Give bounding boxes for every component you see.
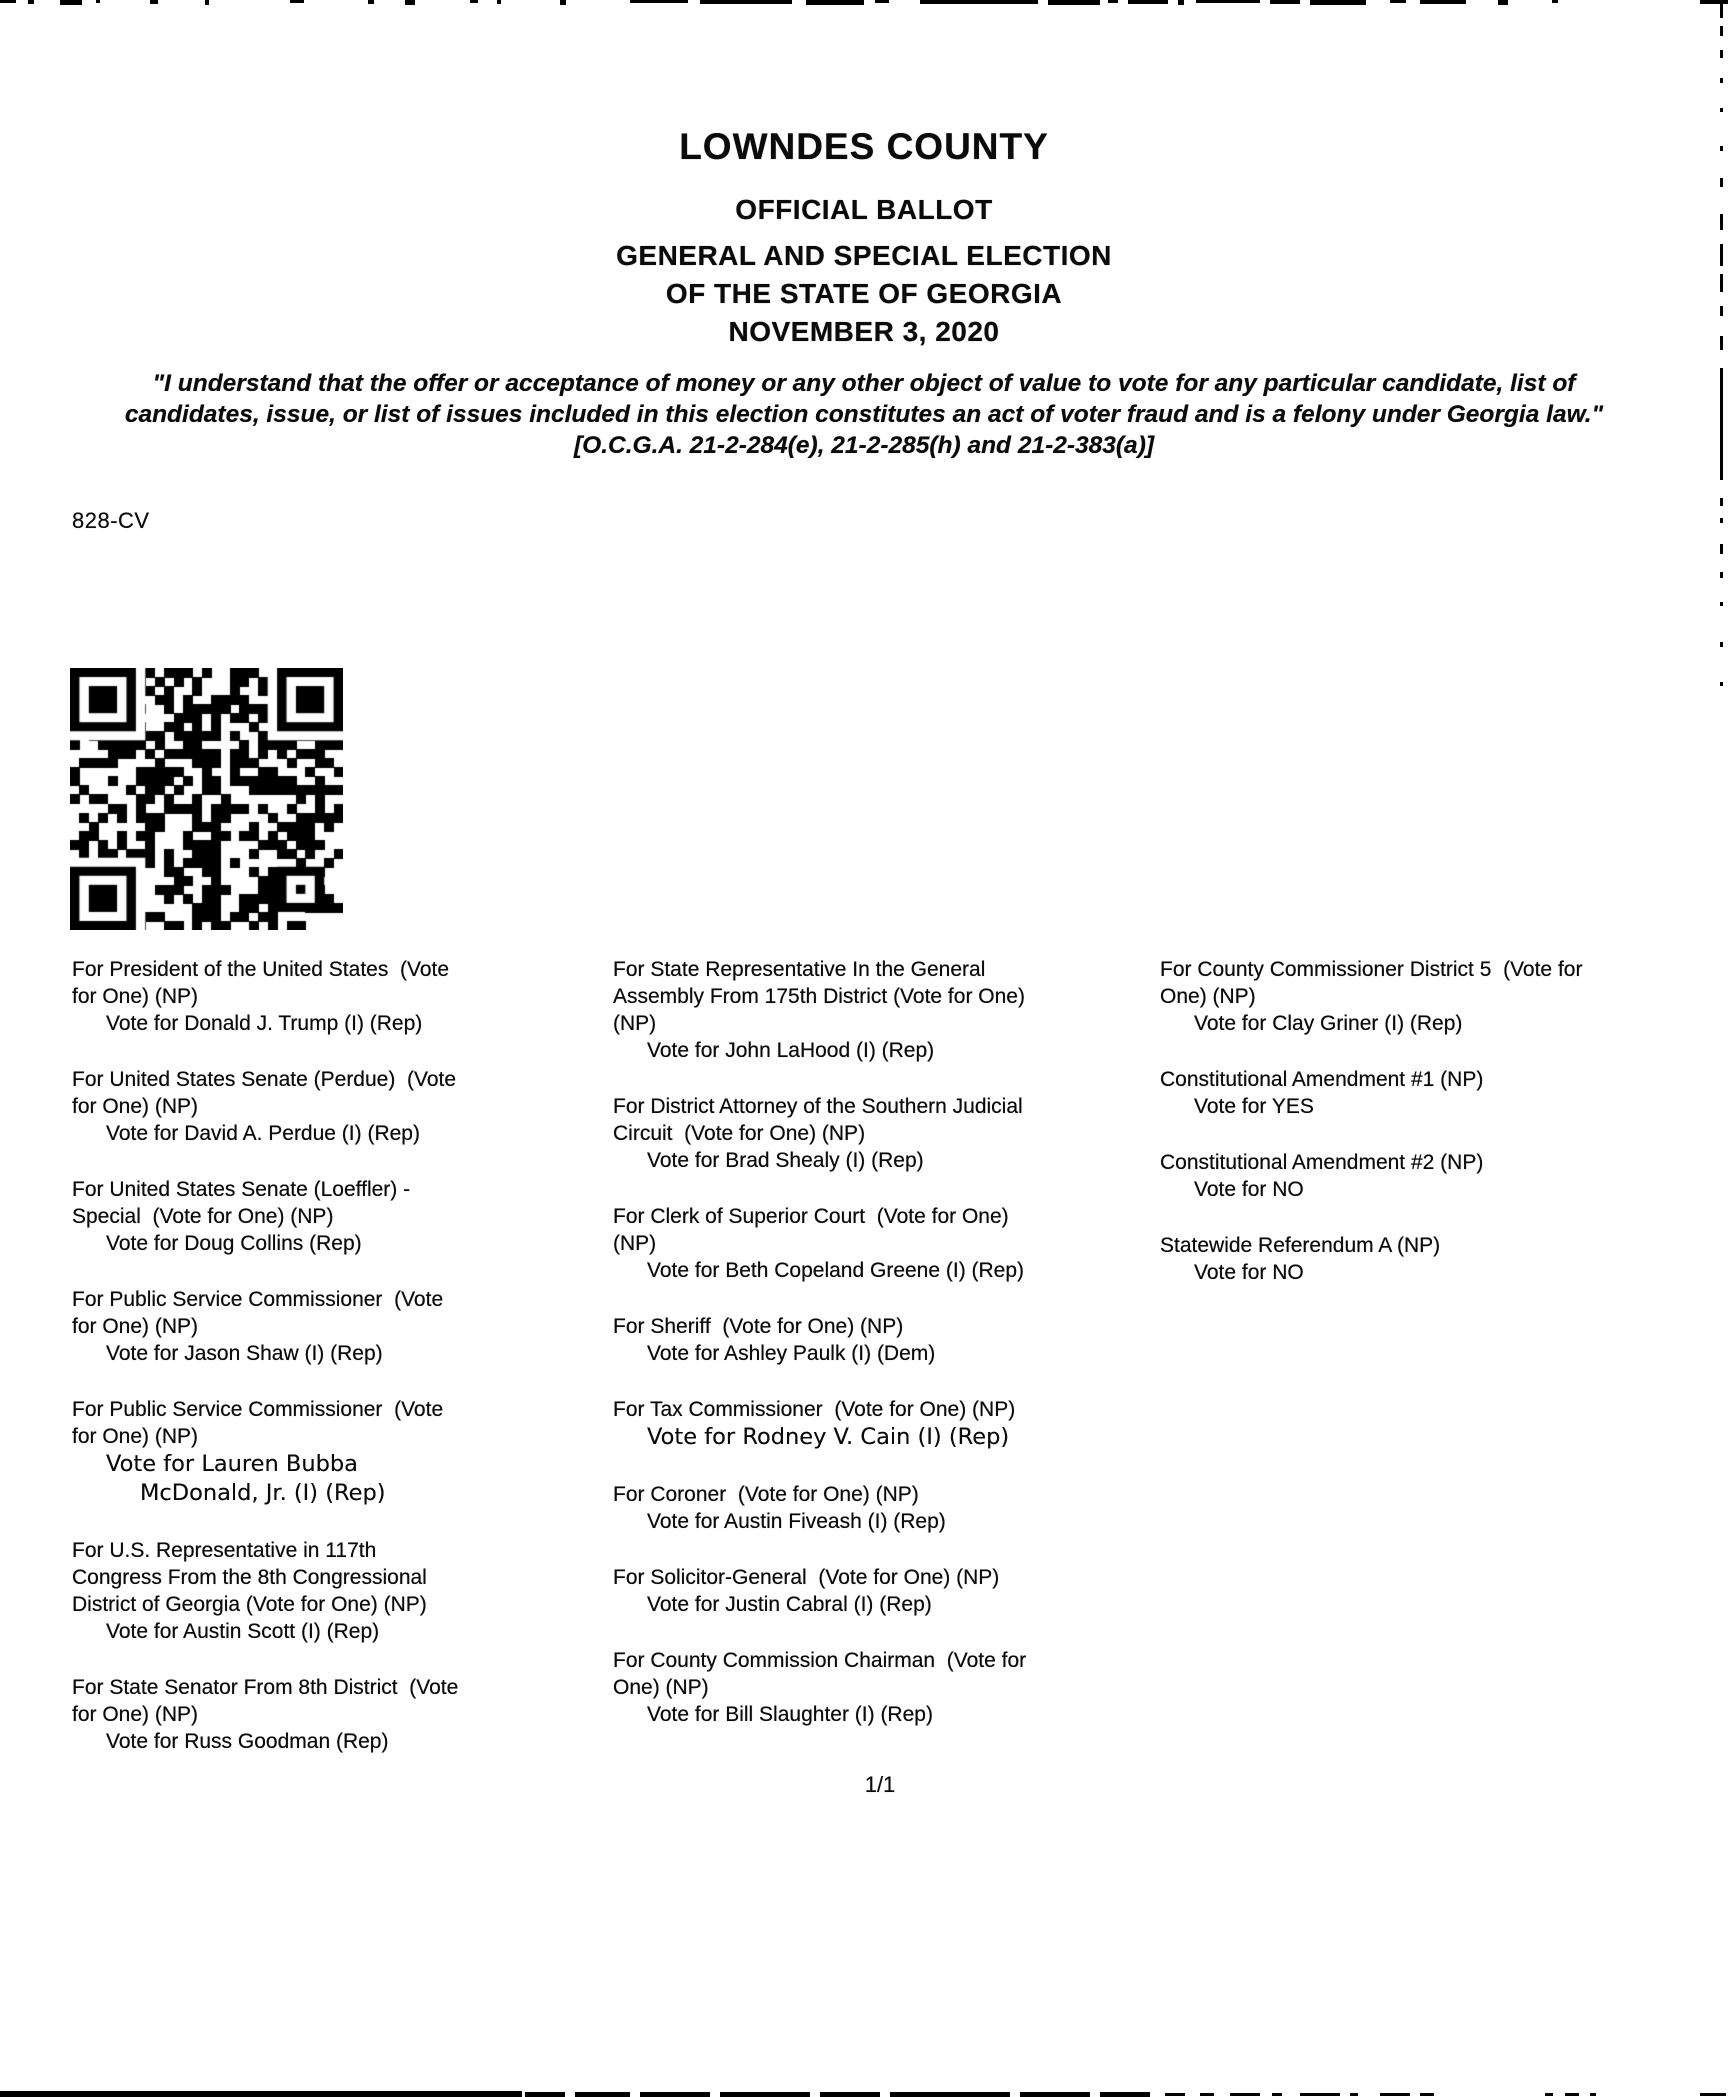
scan-mark bbox=[1720, 2, 1723, 18]
scan-mark bbox=[60, 0, 82, 5]
scan-mark bbox=[1310, 0, 1366, 5]
contest-block bbox=[1160, 1232, 1600, 1286]
contest-block bbox=[72, 1674, 468, 1755]
contest-title: For State Representative In the General Assembly From 175th District (Vote for One) (NP) bbox=[613, 958, 1031, 1035]
scan-mark bbox=[560, 0, 566, 5]
contest-title: For Coroner (Vote for One) (NP) bbox=[613, 1483, 919, 1506]
contest-title: Statewide Referendum A (NP) bbox=[1160, 1234, 1441, 1257]
contest-choice: Vote for YES bbox=[1194, 1095, 1314, 1118]
scan-mark bbox=[1700, 0, 1728, 4]
scan-mark bbox=[1350, 2093, 1358, 2096]
contest-block bbox=[613, 1481, 1041, 1535]
contest-choice: Vote for Russ Goodman (Rep) bbox=[106, 1730, 389, 1753]
scan-mark bbox=[1270, 0, 1300, 4]
scan-mark bbox=[1380, 2093, 1410, 2096]
contest-block bbox=[72, 1176, 468, 1257]
ballot-type-title: OFFICIAL BALLOT bbox=[735, 194, 993, 225]
scan-mark bbox=[497, 0, 501, 4]
contest-block bbox=[613, 1647, 1041, 1728]
scan-mark bbox=[525, 2092, 565, 2097]
contest-choice: Vote for Lauren Bubba McDonald, Jr. (I) (Rep) bbox=[106, 1451, 386, 1506]
contest-title: For United States Senate (Perdue) (Vote for One) (NP) bbox=[72, 1068, 462, 1118]
scan-mark bbox=[1165, 2093, 1185, 2096]
scan-mark bbox=[1720, 572, 1723, 578]
scan-mark bbox=[640, 2092, 710, 2097]
scan-mark bbox=[1720, 602, 1723, 606]
election-date: NOVEMBER 3, 2020 bbox=[728, 316, 1000, 347]
contest-choice: Vote for Austin Fiveash (I) (Rep) bbox=[647, 1510, 946, 1533]
scan-mark bbox=[1552, 0, 1558, 3]
contest-column-3 bbox=[1160, 956, 1600, 1315]
scan-mark bbox=[875, 0, 889, 3]
contest-title: For Public Service Commissioner (Vote for One) (NP) bbox=[72, 1288, 449, 1338]
scan-mark bbox=[0, 2091, 522, 2097]
scan-mark bbox=[1390, 0, 1406, 3]
contest-title: For District Attorney of the Southern Judicial Circuit (Vote for One) (NP) bbox=[613, 1095, 1029, 1145]
scan-mark bbox=[1720, 78, 1723, 83]
scan-mark bbox=[1720, 498, 1723, 506]
scan-mark bbox=[1178, 0, 1184, 5]
scan-mark bbox=[1300, 2093, 1340, 2096]
scan-mark bbox=[1420, 2093, 1434, 2096]
contest-block bbox=[613, 1203, 1041, 1284]
scan-mark bbox=[806, 0, 864, 5]
contest-title: For United States Senate (Loeffler) - Special (Vote for One) (NP) bbox=[72, 1178, 416, 1228]
county-title: LOWNDES COUNTY bbox=[679, 126, 1049, 167]
contest-title: For Tax Commissioner (Vote for One) (NP) bbox=[613, 1398, 1016, 1421]
contest-title: Constitutional Amendment #2 (NP) bbox=[1160, 1151, 1484, 1174]
contest-title: For Solicitor-General (Vote for One) (NP) bbox=[613, 1566, 1000, 1589]
contest-block bbox=[613, 1564, 1041, 1618]
scan-mark bbox=[1720, 682, 1723, 686]
scan-mark bbox=[575, 2092, 630, 2097]
scan-mark bbox=[1200, 2093, 1214, 2096]
page-number: 1/1 bbox=[864, 1772, 896, 1797]
election-title-line1: GENERAL AND SPECIAL ELECTION bbox=[616, 240, 1112, 271]
scan-mark bbox=[1196, 0, 1260, 3]
contest-title: For Clerk of Superior Court (Vote for One) (NP) bbox=[613, 1205, 1015, 1255]
contest-title: For President of the United States (Vote for One) (NP) bbox=[72, 958, 455, 1008]
scan-mark bbox=[290, 0, 304, 3]
scan-mark bbox=[96, 0, 100, 3]
contest-title: For Public Service Commissioner (Vote for One) (NP) bbox=[72, 1398, 449, 1448]
contest-choice: Vote for Justin Cabral (I) (Rep) bbox=[647, 1593, 932, 1616]
contest-choice: Vote for Rodney V. Cain (I) (Rep) bbox=[647, 1424, 1010, 1450]
scan-mark bbox=[1272, 2093, 1282, 2096]
scan-mark bbox=[1720, 26, 1723, 36]
contest-title: For State Senator From 8th District (Vote for One) (NP) bbox=[72, 1676, 465, 1726]
scan-mark bbox=[720, 2092, 810, 2097]
contest-title: For U.S. Representative in 117th Congress From the 8th Congressional District of Georgia (Vote for One) (NP) bbox=[72, 1539, 433, 1616]
contest-block bbox=[72, 1537, 468, 1645]
scan-mark bbox=[1020, 2092, 1090, 2097]
scan-mark bbox=[1590, 2093, 1596, 2096]
scan-mark bbox=[1720, 518, 1723, 523]
ballot-style-code: 828-CV bbox=[72, 508, 150, 533]
contest-block bbox=[72, 1066, 468, 1147]
scan-mark bbox=[1720, 368, 1723, 480]
contest-choice: Vote for Austin Scott (I) (Rep) bbox=[106, 1620, 380, 1643]
scan-mark bbox=[1545, 2093, 1553, 2096]
scan-mark bbox=[1128, 0, 1168, 4]
scan-mark bbox=[1420, 0, 1466, 4]
contest-choice: Vote for Doug Collins (Rep) bbox=[106, 1232, 362, 1255]
contest-block bbox=[72, 956, 468, 1037]
scan-mark bbox=[1100, 2092, 1150, 2097]
contest-choice: Vote for David A. Perdue (I) (Rep) bbox=[106, 1122, 420, 1145]
contest-column-2 bbox=[613, 956, 1041, 1757]
contest-block bbox=[613, 1313, 1041, 1367]
scan-mark bbox=[1720, 544, 1723, 554]
contest-choice: Vote for NO bbox=[1194, 1178, 1304, 1201]
scan-mark bbox=[205, 0, 209, 5]
scan-mark bbox=[470, 0, 478, 3]
contest-title: For County Commission Chairman (Vote for One) (NP) bbox=[613, 1649, 1032, 1699]
contest-block bbox=[1160, 1066, 1600, 1120]
scan-mark bbox=[630, 0, 688, 3]
ballot-header bbox=[0, 126, 1728, 362]
contest-title: For Sheriff (Vote for One) (NP) bbox=[613, 1315, 904, 1338]
scan-mark bbox=[700, 0, 792, 4]
scan-mark bbox=[1720, 50, 1723, 58]
scan-mark bbox=[368, 0, 374, 4]
contest-title: For County Commissioner District 5 (Vote for One) (NP) bbox=[1160, 958, 1589, 1008]
contest-block bbox=[613, 1396, 1041, 1452]
scan-mark bbox=[150, 0, 158, 4]
scan-mark bbox=[920, 0, 1038, 4]
contest-title: Constitutional Amendment #1 (NP) bbox=[1160, 1068, 1484, 1091]
contest-column-1 bbox=[72, 956, 468, 1784]
contest-choice: Vote for Ashley Paulk (I) (Dem) bbox=[647, 1342, 936, 1365]
scan-mark bbox=[1700, 2093, 1726, 2096]
scan-mark bbox=[1565, 2093, 1579, 2096]
contest-choice: Vote for NO bbox=[1194, 1261, 1304, 1284]
scan-mark bbox=[28, 0, 34, 4]
scan-mark bbox=[820, 2092, 880, 2097]
scan-mark bbox=[890, 2092, 1010, 2097]
contest-choice: Vote for John LaHood (I) (Rep) bbox=[647, 1039, 935, 1062]
contest-choice: Vote for Bill Slaughter (I) (Rep) bbox=[647, 1703, 933, 1726]
election-title-line2: OF THE STATE OF GEORGIA bbox=[665, 278, 1063, 309]
scan-mark bbox=[1498, 0, 1508, 5]
scan-mark bbox=[1230, 2093, 1260, 2096]
contest-block bbox=[72, 1396, 468, 1508]
contest-choice: Vote for Clay Griner (I) (Rep) bbox=[1194, 1012, 1463, 1035]
contest-choice: Vote for Brad Shealy (I) (Rep) bbox=[647, 1149, 924, 1172]
scan-mark bbox=[1720, 108, 1723, 112]
scan-mark bbox=[1048, 0, 1100, 5]
scan-mark bbox=[405, 0, 415, 5]
contest-block bbox=[1160, 956, 1600, 1037]
contest-block bbox=[613, 956, 1041, 1064]
voter-fraud-disclaimer: "I understand that the offer or acceptance of money or any other object of value to vote for any particular candidate, list of candidates, issue, or list of issues included in this election constitutes an act of voter fraud and is a felony under Georgia law." [O.C.G.A. 21-2-284(e), 21-2-285(h) and 21-2-383(a)] bbox=[124, 370, 1604, 459]
contest-choice: Vote for Beth Copeland Greene (I) (Rep) bbox=[647, 1259, 1025, 1282]
scan-mark bbox=[0, 0, 16, 3]
contest-block bbox=[1160, 1149, 1600, 1203]
scan-mark bbox=[1720, 642, 1723, 647]
scan-mark bbox=[1108, 0, 1118, 3]
contest-block bbox=[613, 1093, 1041, 1174]
contest-choice: Vote for Jason Shaw (I) (Rep) bbox=[106, 1342, 383, 1365]
qr-code bbox=[70, 668, 343, 930]
contest-block bbox=[72, 1286, 468, 1367]
contest-choice: Vote for Donald J. Trump (I) (Rep) bbox=[106, 1012, 423, 1035]
